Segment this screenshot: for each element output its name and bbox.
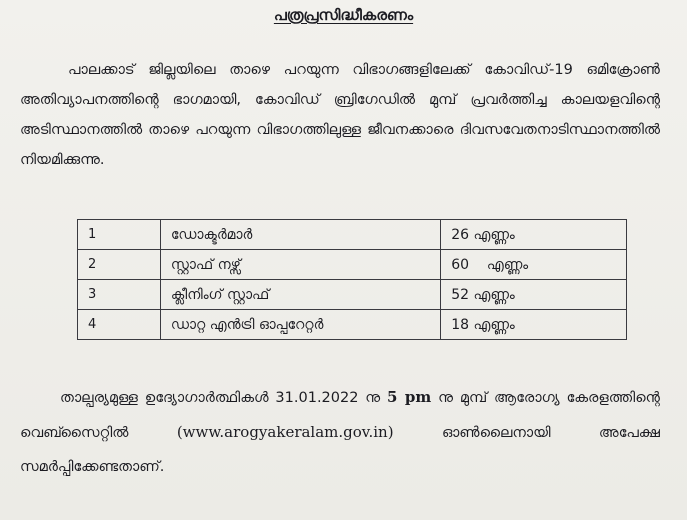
position-name: സ്റ്റാഫ് നഴ്സ് bbox=[160, 250, 440, 280]
title-text: പത്രപ്രസിദ്ധീകരണം bbox=[273, 6, 414, 24]
vacancy-count: 26 എണ്ണം bbox=[441, 220, 627, 250]
notice-text-1: താല്പര്യമുള്ള ഉദ്യോഗാർത്ഥികൾ 31.01.2022 നു bbox=[60, 390, 388, 406]
row-number: 3 bbox=[78, 280, 161, 310]
intro-paragraph: പാലക്കാട് ജില്ലയിലെ താഴെ പറയുന്ന വിഭാഗങ്ങളിലേക്ക് കോവിഡ്-19 ഒമിക്രോൺ അതിവ്യാപനത്തിന്റെ ഭാഗമായി, കോവിഡ് ബ്രിഗേഡിൽ മുമ്പ് പ്രവർത്തിച്ച കാലയളവിന്റെ അടിസ്ഥാനത്തിൽ താഴെ പറയുന്ന വിഭാഗത്തിലുള്ള ജീവനക്കാരെ ദിവസവേതനാടിസ്ഥാനത്തിൽ നിയമിക്കുന്നു. bbox=[20, 62, 660, 168]
vacancy-count: 60 എണ്ണം bbox=[441, 250, 627, 280]
table-row bbox=[78, 250, 627, 280]
application-notice bbox=[20, 380, 660, 484]
website-link[interactable]: (www.arogyakeralam.gov.in) bbox=[176, 423, 394, 441]
row-number: 4 bbox=[78, 310, 161, 340]
position-name: ഡോക്ടർമാർ bbox=[160, 220, 440, 250]
notice-text-3: ഓൺലൈനായി അപേക്ഷ സമർപ്പിക്കേണ്ടതാണ്. bbox=[20, 425, 660, 475]
table-row bbox=[78, 220, 627, 250]
position-name: ഡാറ്റ എൻട്രി ഓപ്പറേറ്റർ bbox=[160, 310, 440, 340]
table-row bbox=[78, 280, 627, 310]
position-name: ക്ലീനിംഗ് സ്റ്റാഫ് bbox=[160, 280, 440, 310]
notice-text-2: നു മുമ്പ് ആരോഗ്യ കേരളത്തിന്റെ വെബ്സൈറ്റിൽ bbox=[20, 390, 660, 441]
row-number: 2 bbox=[78, 250, 161, 280]
vacancy-count: 18 എണ്ണം bbox=[441, 310, 627, 340]
table-row bbox=[78, 310, 627, 340]
deadline-time: 5 pm bbox=[387, 388, 432, 406]
row-number: 1 bbox=[78, 220, 161, 250]
vacancy-count: 52 എണ്ണം bbox=[441, 280, 627, 310]
document-title bbox=[0, 6, 687, 24]
positions-table bbox=[77, 219, 627, 340]
